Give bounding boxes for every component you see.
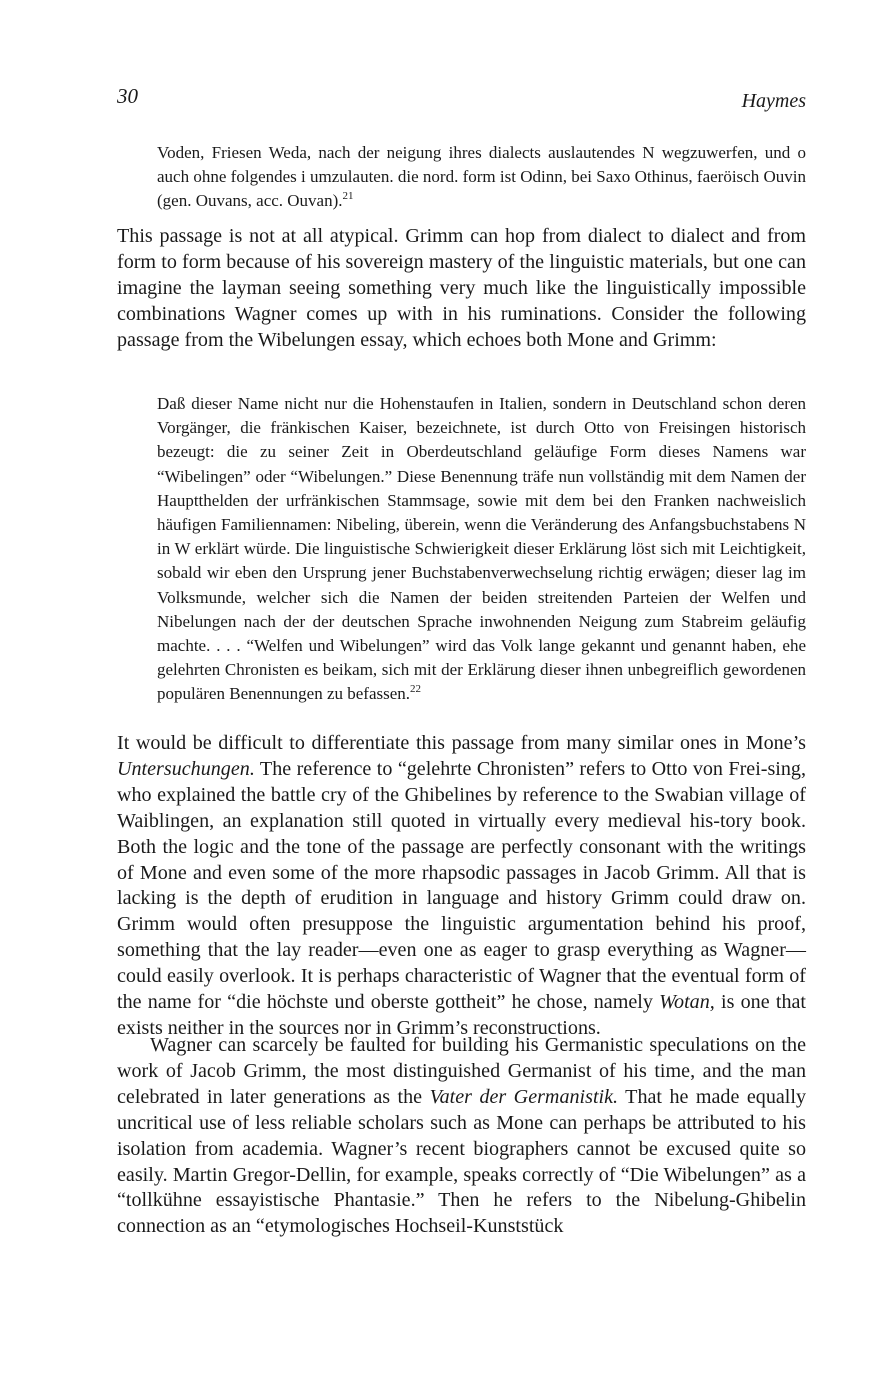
- block-quote-wibelungen: [157, 392, 806, 707]
- page-header: [117, 84, 806, 114]
- block-quote-grimm-text: Voden, Friesen Weda, nach der neigung ihres dialects auslautendes N wegzuwerfen, und o auch ohne folgendes i umzulauten. die nord. form ist Odinn, bei Saxo Othinus, faeröisch Ouvin (gen. Ouvans, acc. Ouvan).: [157, 143, 806, 211]
- block-quote-wibelungen-text: Daß dieser Name nicht nur die Hohenstaufen in Italien, sondern in Deutschland schon deren Vorgänger, die fränkischen Kaiser, bezeichnete, ist durch Otto von Freisingen historisch bezeugt: die zu seiner Zeit in Oberdeutschland geläufige Form dieses Namens war “Wibelingen” oder “Wibelungen.” Diese Benennung träfe nun vollständig mit dem Namen der Hauptthelden der urfränkischen Stammsage, sowie mit dem bei den Franken nachweislich häufigen Familiennamen: Nibeling, überein, wenn die Veränderung des Anfangsbuchstabens N in W erklärt würde. Die linguistische Schwierigkeit dieser Erklärung löst sich mit Leichtigkeit, sobald wir eben den Ursprung jener Buchstabenverwechselung richtig erwägen; dieser lag im Volksmunde, welcher sich die Namen der beiden streitenden Parteien der Welfen und Nibelungen nach der der deutschen Sprache inwohnenden Neigung zum Stabreim geläufig machte. . . . “Welfen und Wibelungen” wird das Volk lange gekannt und genannt haben, ehe gelehrten Chronisten es beikam, sich mit der Erklärung dieser ihnen unbegreiflich gewordenen populären Benennungen zu befassen.: [157, 394, 806, 704]
- para2-part1: It would be difficult to differentiate this passage from many similar ones in Mone’s: [117, 732, 806, 754]
- page-number: 30: [117, 84, 138, 108]
- para2-part3: is one that exists neither in the sources nor in Grimm’s reconstructions.: [117, 991, 807, 1039]
- footnote-ref-22: 22: [410, 683, 422, 696]
- para3-part2: That he made equally uncritical use of less reliable scholars such as Mone can perhaps be attributed to his isolation from academia. Wagner’s recent biographers cannot be excused quite so easily. Martin Gregor-Dellin, for example, speaks correctly of “Die Wibelungen” as a “tollkühne essayistische Phantasie.” Then he refers to the Nibelung-Ghibelin connection as an “etymologisches Hochseil-Kunststück: [117, 1085, 807, 1238]
- running-head: Haymes: [741, 90, 806, 112]
- footnote-ref-21: 21: [342, 190, 354, 203]
- para2-part2: The reference to “gelehrte Chronisten” refers to Otto von Frei-sing, who explained the battle cry of the Ghibelines by reference to the Swabian village of Waiblingen, an explanation still quoted in virtually every medieval his-tory book. Both the logic and the tone of the passage are perfectly consonant with the writings of Mone and even some of the more rhapsodic passages in Jacob Grimm. All that is lacking is the depth of erudition in language and history Grimm could draw on. Grimm would often presuppose the linguistic argumentation behind his proof, something that the lay reader—even one as eager to grasp everything as Wagner—could easily overlook. It is perhaps characteristic of Wagner that the eventual form of the name for “die höchste und oberste gottheit” he chose, namely: [117, 757, 806, 1014]
- block-quote-grimm: [157, 141, 806, 214]
- title-vater-der-germanistik: Vater der Germanistik.: [429, 1085, 619, 1108]
- title-untersuchungen: Untersuchungen.: [117, 757, 255, 780]
- paragraph-atypical: This passage is not at all atypical. Grimm can hop from dialect to dialect and from form to form because of his sovereign mastery of the linguistic materials, but one can imagine the layman seeing something very much like the linguistically impossible combinations Wagner comes up with in his ruminations. Consider the following passage from the Wibelungen essay, which echoes both Mone and Grimm:: [117, 225, 806, 351]
- paragraph-grimm-faulted: [117, 1033, 806, 1240]
- para3-part1: Wagner can scarcely be faulted for building his Germanistic speculations on the work of Jacob Grimm, the most distinguished Germanist of his time, and the man celebrated in later generations as the: [117, 1034, 806, 1108]
- name-wotan: Wotan,: [659, 991, 715, 1014]
- paragraph-mone-comparison: [117, 731, 806, 1042]
